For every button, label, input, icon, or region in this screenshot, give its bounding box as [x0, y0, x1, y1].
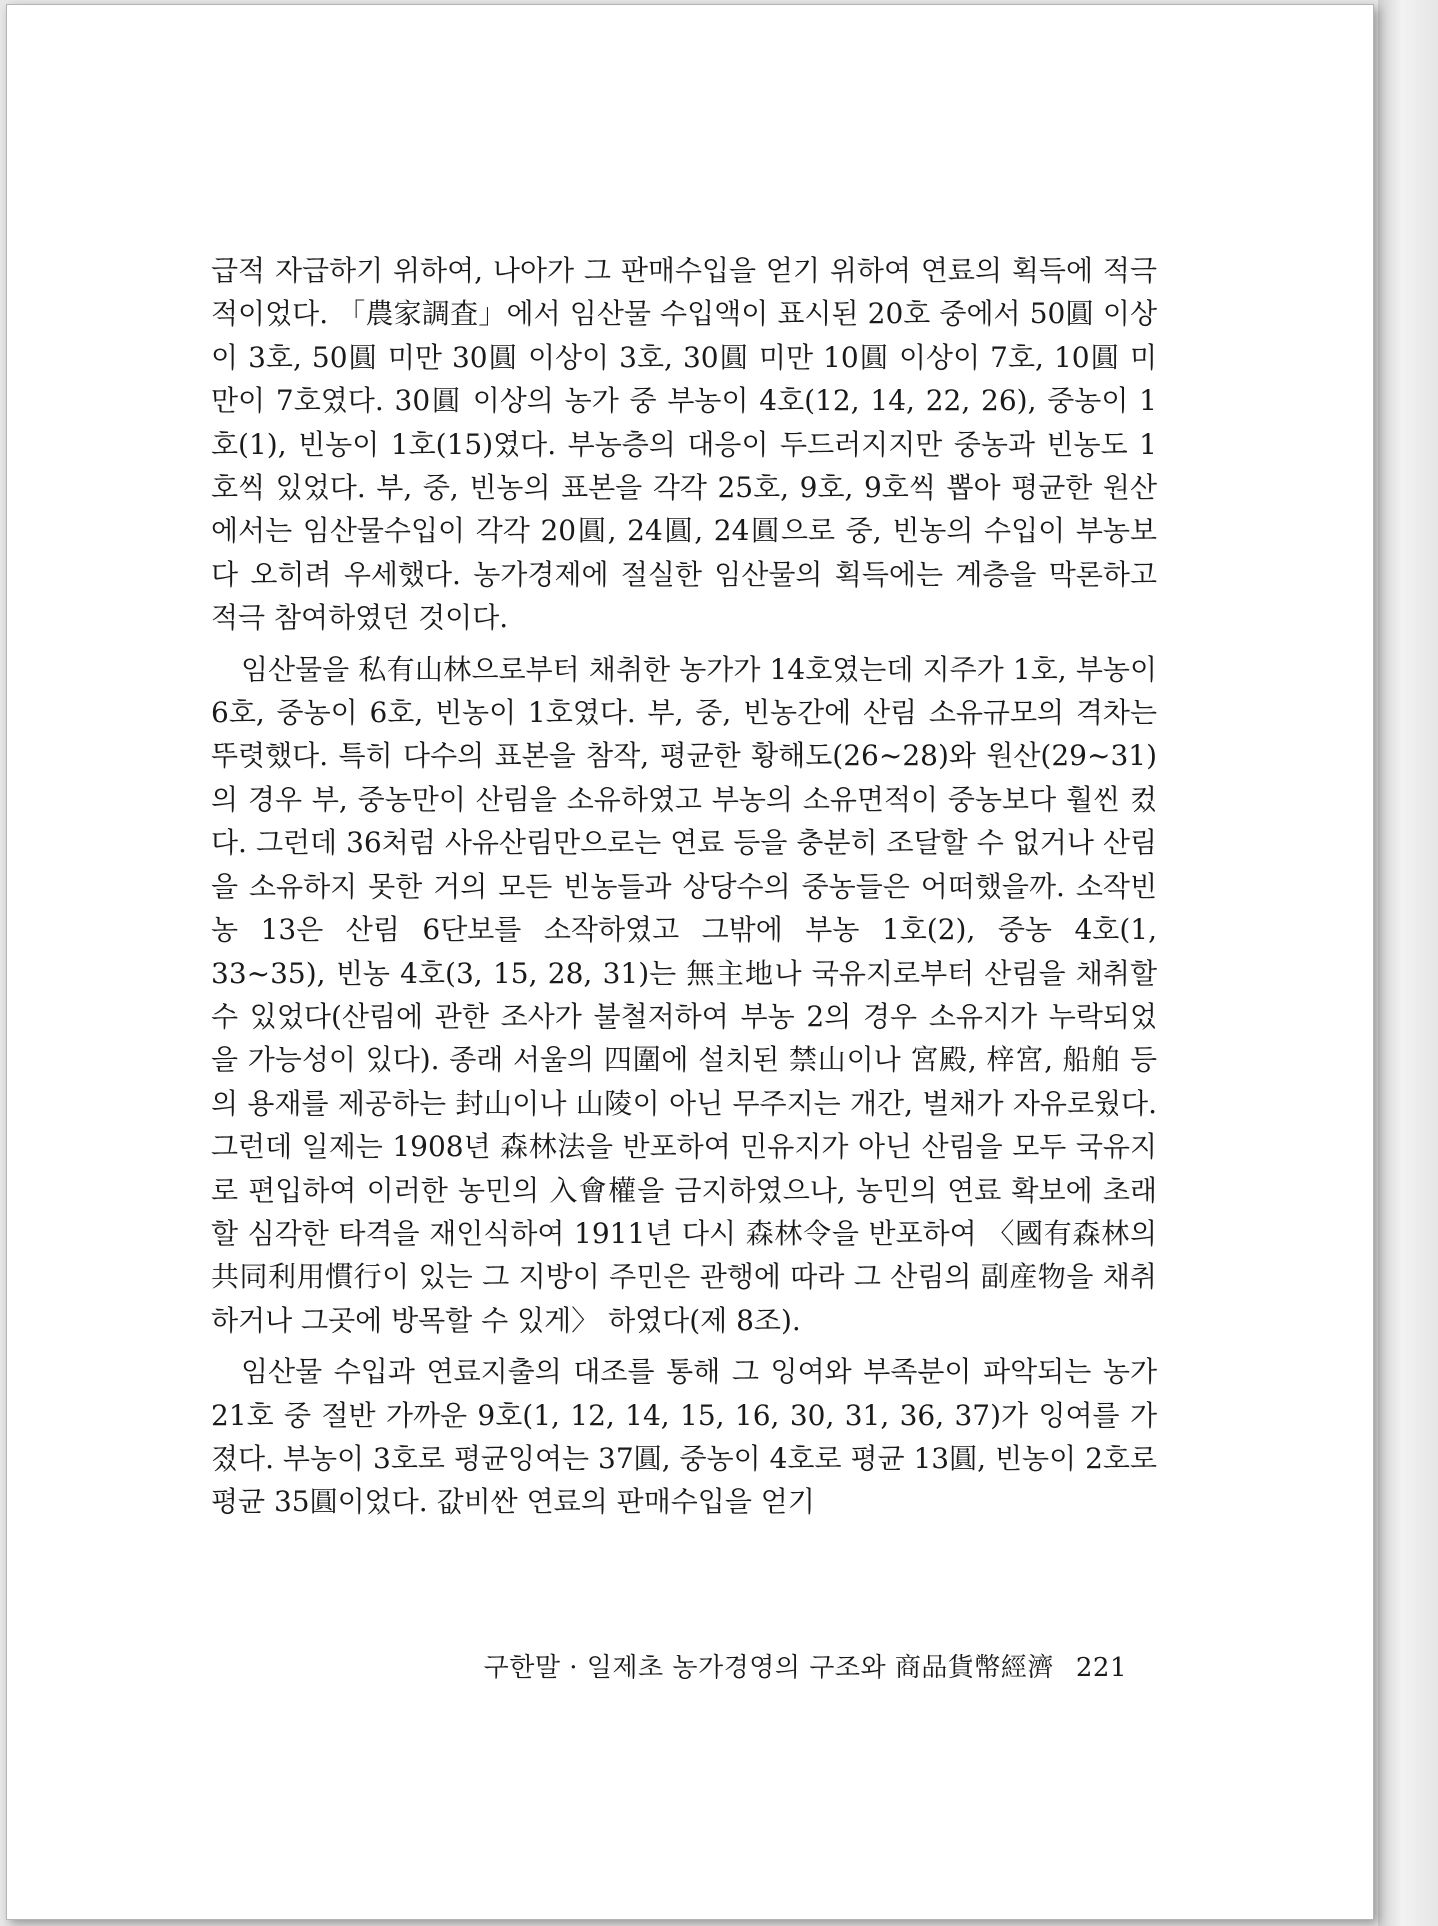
- paragraph-1: 급적 자급하기 위하여, 나아가 그 판매수입을 얻기 위하여 연료의 획득에 적극적이었다. 「農家調査」에서 임산물 수입액이 표시된 20호 중에서 50圓 이상이 3호, 50圓 미만 30圓 이상이 3호, 30圓 미만 10圓 이상이 7호, 10圓 미만이 7호였다. 30圓 이상의 농가 중 부농이 4호(12, 14, 22, 26), 중농이 1호(1), 빈농이 1호(15)였다. 부농층의 대응이 두드러지지만 중농과 빈농도 1호씩 있었다. 부, 중, 빈농의 표본을 각각 25호, 9호, 9호씩 뽑아 평균한 원산에서는 임산물수입이 각각 20圓, 24圓, 24圓으로 중, 빈농의 수입이 부농보다 오히려 우세했다. 농가경제에 절실한 임산물의 획득에는 계층을 막론하고 적극 참여하였던 것이다.: [211, 254, 1157, 635]
- paragraph-3: 임산물 수입과 연료지출의 대조를 통해 그 잉여와 부족분이 파악되는 농가 21호 중 절반 가까운 9호(1, 12, 14, 15, 16, 30, 31, 36, 37)가 잉여를 가졌다. 부농이 3호로 평균잉여는 37圓, 중농이 4호로 평균 13圓, 빈농이 2호로 평균 35圓이었다. 값비싼 연료의 판매수입을 얻기: [211, 1355, 1157, 1519]
- page-edge-shadow: [1378, 0, 1438, 1926]
- body-text: [211, 249, 1157, 1524]
- running-title: 구한말 · 일제초 농가경영의 구조와 商品貨幣經濟: [483, 1653, 1054, 1683]
- document-page: [6, 4, 1374, 1920]
- page-number: 221: [1075, 1653, 1127, 1683]
- page-footer: [477, 1647, 1127, 1684]
- paragraph-2: 임산물을 私有山林으로부터 채취한 농가가 14호였는데 지주가 1호, 부농이 6호, 중농이 6호, 빈농이 1호였다. 부, 중, 빈농간에 산림 소유규모의 격차는 뚜렷했다. 특히 다수의 표본을 참작, 평균한 황해도(26~28)와 원산(29~31)의 경우 부, 중농만이 산림을 소유하였고 부농의 소유면적이 중농보다 훨씬 컸다. 그런데 36처럼 사유산림만으로는 연료 등을 충분히 조달할 수 없거나 산림을 소유하지 못한 거의 모든 빈농들과 상당수의 중농들은 어떠했을까. 소작빈농 13은 산림 6단보를 소작하였고 그밖에 부농 1호(2), 중농 4호(1, 33~35), 빈농 4호(3, 15, 28, 31)는 無主地나 국유지로부터 산림을 채취할 수 있었다(산림에 관한 조사가 불철저하여 부농 2의 경우 소유지가 누락되었을 가능성이 있다). 종래 서울의 四圍에 설치된 禁山이나 宮殿, 梓宮, 船舶 등의 용재를 제공하는 封山이나 山陵이 아닌 무주지는 개간, 벌채가 자유로웠다. 그런데 일제는 1908년 森林法을 반포하여 민유지가 아닌 산림을 모두 국유지로 편입하여 이러한 농민의 入會權을 금지하였으나, 농민의 연료 확보에 초래할 심각한 타격을 재인식하여 1911년 다시 森林令을 반포하여 〈國有森林의 共同利用慣行이 있는 그 지방이 주민은 관행에 따라 그 산림의 副産物을 채취하거나 그곳에 방목할 수 있게〉 하였다(제 8조).: [211, 652, 1157, 1337]
